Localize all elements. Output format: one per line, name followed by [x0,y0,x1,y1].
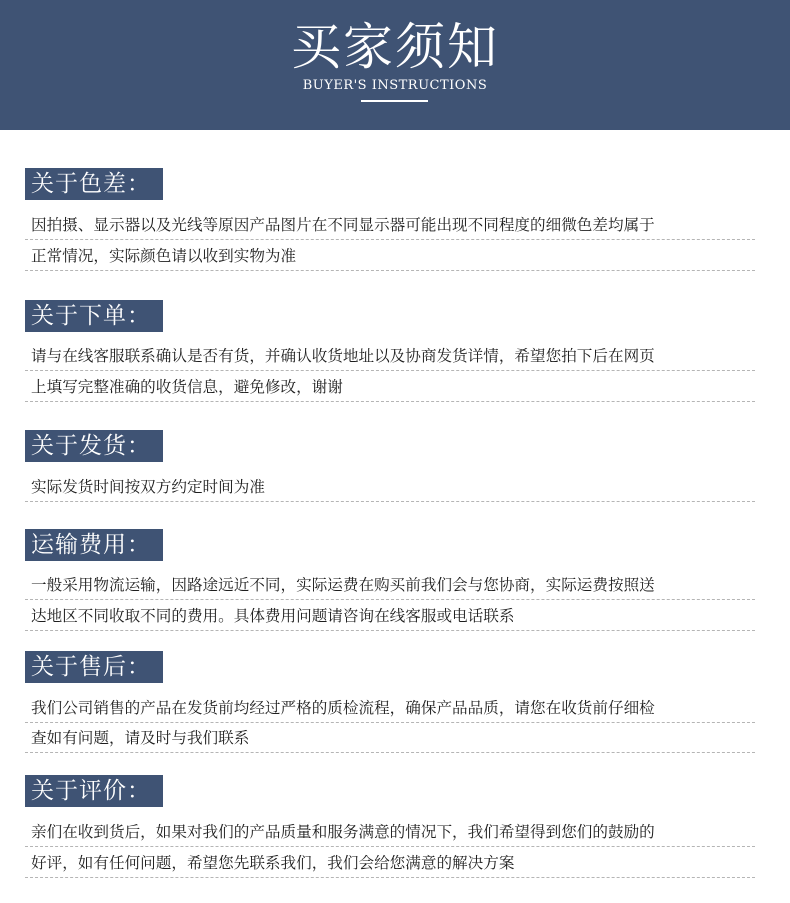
section-heading: 关于售后： [25,651,163,683]
page-title: 买家须知 [291,18,499,76]
section-text-line: 因拍摄、显示器以及光线等原因产品图片在不同显示器可能出现不同程度的细微色差均属于 [25,210,755,240]
title-underline [361,100,428,102]
section-text-line: 达地区不同收取不同的费用。具体费用问题请咨询在线客服或电话联系 [25,601,755,631]
section-text-line: 查如有问题，请及时与我们联系 [25,723,755,753]
page-subtitle: BUYER'S INSTRUCTIONS [302,78,488,93]
section-heading: 关于下单： [25,300,163,332]
section-text-line: 一般采用物流运输，因路途远近不同，实际运费在购买前我们会与您协商，实际运费按照送 [25,570,755,600]
section-heading: 关于评价： [25,775,163,807]
section-heading: 关于色差： [25,168,163,200]
section-text-line: 亲们在收到货后，如果对我们的产品质量和服务满意的情况下，我们希望得到您们的鼓励的 [25,817,755,847]
header-banner [0,0,790,130]
section-text-line: 好评，如有任何问题，希望您先联系我们，我们会给您满意的解决方案 [25,848,755,878]
section-heading: 运输费用： [25,529,163,561]
section-text-line: 上填写完整准确的收货信息，避免修改，谢谢 [25,372,755,402]
section-text-line: 实际发货时间按双方约定时间为准 [25,472,755,502]
section-text-line: 请与在线客服联系确认是否有货，并确认收货地址以及协商发货详情，希望您拍下后在网页 [25,341,755,371]
section-text-line: 正常情况，实际颜色请以收到实物为准 [25,241,755,271]
section-heading: 关于发货： [25,430,163,462]
section-text-line: 我们公司销售的产品在发货前均经过严格的质检流程，确保产品品质，请您在收货前仔细检 [25,693,755,723]
